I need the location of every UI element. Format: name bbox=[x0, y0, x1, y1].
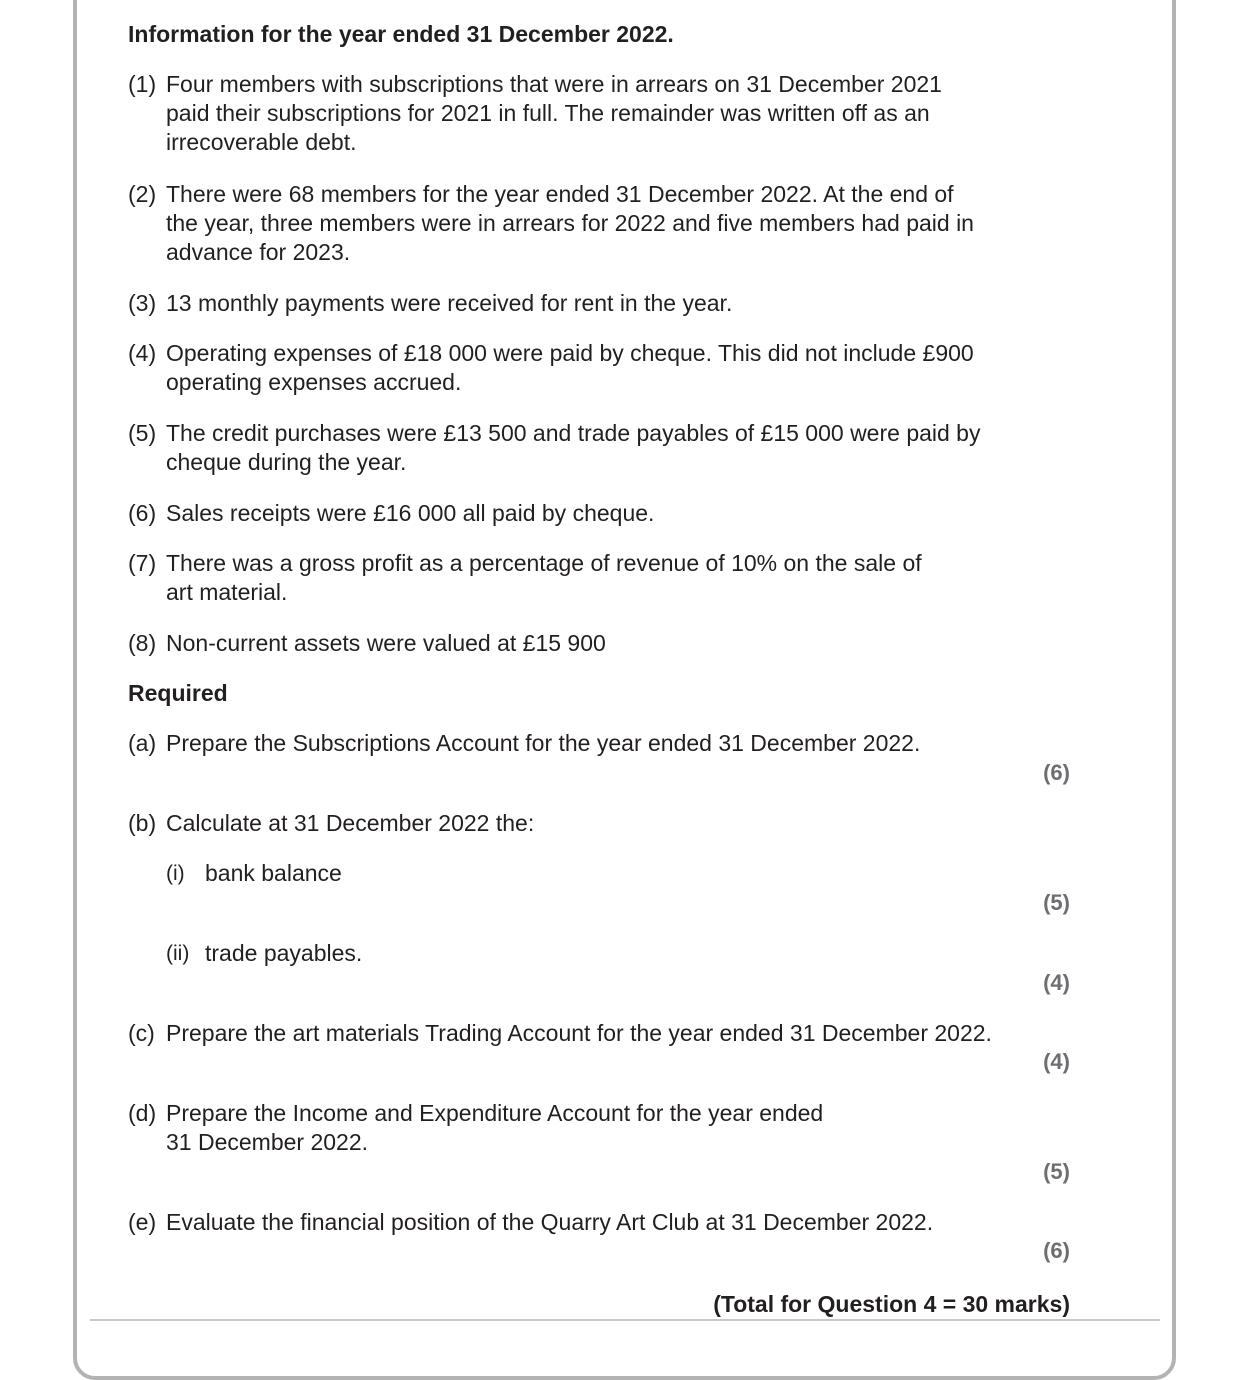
sub-question-text: trade payables. bbox=[205, 940, 363, 966]
info-heading: Information for the year ended 31 December 2022. bbox=[128, 21, 674, 47]
item-line: cheque during the year. bbox=[166, 449, 407, 475]
question-text: Prepare the art materials Trading Account for the year ended 31 December 2022. bbox=[166, 1020, 992, 1046]
item-line: The credit purchases were £13 500 and trade payables of £15 000 were paid by bbox=[166, 420, 981, 446]
question-total: (Total for Question 4 = 30 marks) bbox=[713, 1291, 1070, 1317]
question-text: Prepare the Subscriptions Account for the year ended 31 December 2022. bbox=[166, 730, 921, 756]
item-line: the year, three members were in arrears for 2022 and five members had paid in bbox=[166, 210, 974, 236]
item-line: irrecoverable debt. bbox=[166, 129, 357, 155]
item-line: advance for 2023. bbox=[166, 239, 351, 265]
sub-question-text: bank balance bbox=[205, 860, 342, 886]
item-line: Non-current assets were valued at £15 900 bbox=[166, 630, 606, 656]
item-number: (5) bbox=[128, 420, 157, 446]
question-text: Prepare the Income and Expenditure Account for the year ended bbox=[166, 1100, 824, 1126]
item-number: (4) bbox=[128, 340, 157, 366]
question-text: Evaluate the financial position of the Quarry Art Club at 31 December 2022. bbox=[166, 1209, 934, 1235]
sub-question-number: (ii) bbox=[166, 942, 190, 965]
question-number: (d) bbox=[128, 1100, 157, 1126]
sub-question-number: (i) bbox=[166, 862, 185, 885]
marks-a: (6) bbox=[1043, 760, 1070, 785]
item-line: Operating expenses of £18 000 were paid by cheque. This did not include £900 bbox=[166, 340, 974, 366]
item-line: operating expenses accrued. bbox=[166, 369, 462, 395]
item-number: (6) bbox=[128, 500, 157, 526]
question-number: (c) bbox=[128, 1020, 155, 1046]
item-number: (1) bbox=[128, 71, 157, 97]
divider-line bbox=[90, 1319, 1160, 1321]
question-number: (b) bbox=[128, 810, 157, 836]
marks-d: (5) bbox=[1043, 1159, 1070, 1184]
item-line: There were 68 members for the year ended 31 December 2022. At the end of bbox=[166, 181, 954, 207]
item-line: 13 monthly payments were received for rent in the year. bbox=[166, 290, 733, 316]
item-number: (8) bbox=[128, 630, 157, 656]
item-number: (2) bbox=[128, 181, 157, 207]
item-line: art material. bbox=[166, 579, 288, 605]
question-number: (a) bbox=[128, 730, 157, 756]
required-heading: Required bbox=[128, 680, 228, 706]
question-number: (e) bbox=[128, 1209, 157, 1235]
item-line: paid their subscriptions for 2021 in full. The remainder was written off as an bbox=[166, 100, 930, 126]
item-line: Sales receipts were £16 000 all paid by cheque. bbox=[166, 500, 655, 526]
marks-b-i: (5) bbox=[1043, 890, 1070, 915]
item-line: Four members with subscriptions that were in arrears on 31 December 2021 bbox=[166, 71, 942, 97]
question-text: 31 December 2022. bbox=[166, 1129, 369, 1155]
item-line: There was a gross profit as a percentage of revenue of 10% on the sale of bbox=[166, 550, 922, 576]
question-text: Calculate at 31 December 2022 the: bbox=[166, 810, 535, 836]
marks-c: (4) bbox=[1043, 1049, 1070, 1074]
marks-e: (6) bbox=[1043, 1238, 1070, 1263]
item-number: (3) bbox=[128, 290, 157, 316]
marks-b-ii: (4) bbox=[1043, 970, 1070, 995]
item-number: (7) bbox=[128, 550, 157, 576]
